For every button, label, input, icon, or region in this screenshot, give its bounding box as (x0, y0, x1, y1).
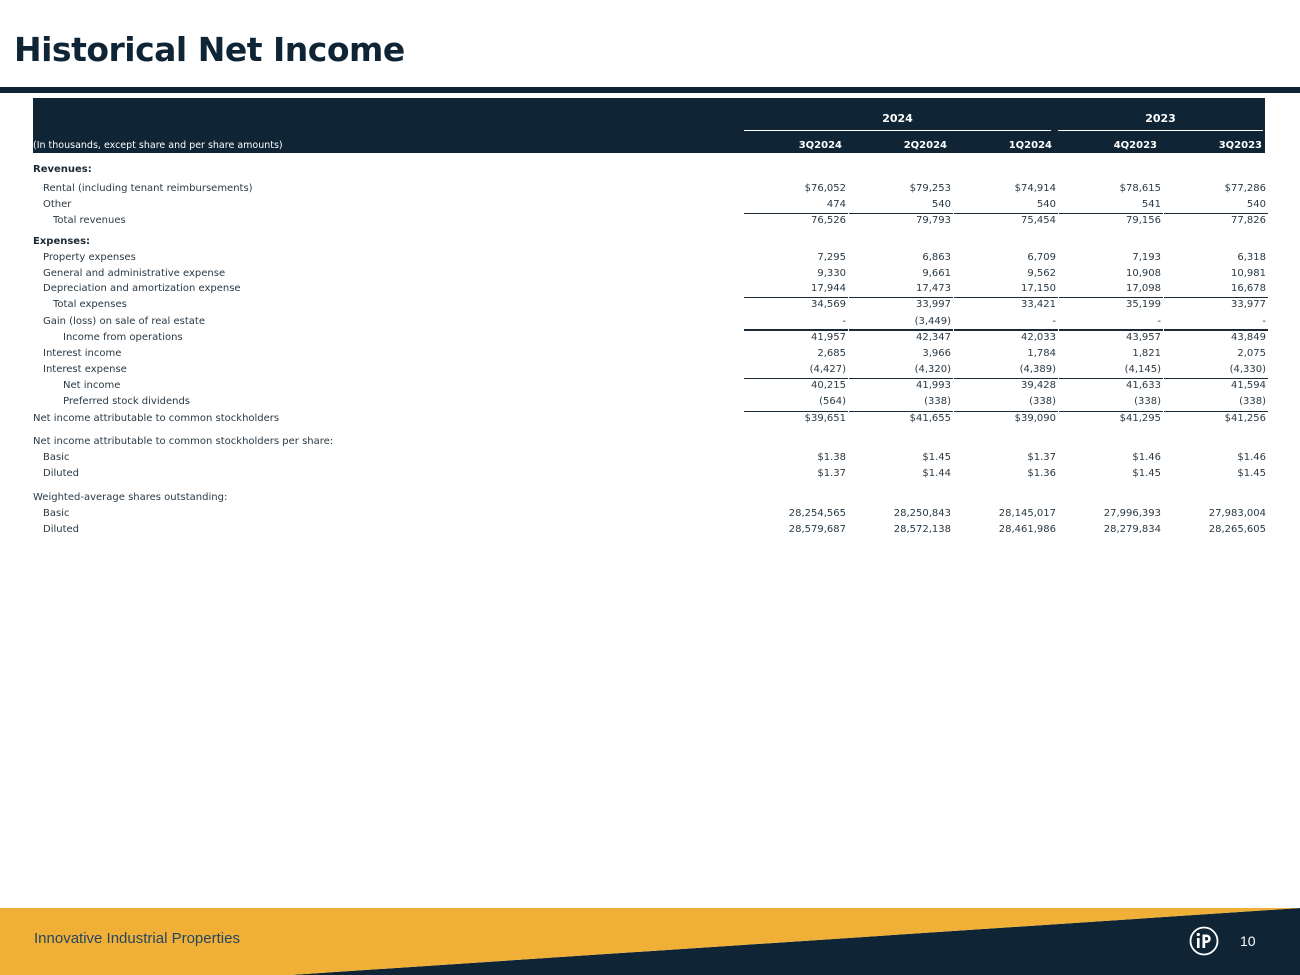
cell-2q2024: (4,320) (914, 364, 951, 375)
cell-4q2023: 17,098 (1126, 283, 1161, 294)
row-label: Depreciation and amortization expense (43, 283, 241, 294)
cell-3q2023: 16,678 (1231, 283, 1266, 294)
table-row (33, 234, 1265, 250)
cell-3q2024: 28,254,565 (788, 508, 846, 519)
cell-2q2024: 6,863 (922, 252, 951, 263)
cell-2q2024: 17,473 (916, 283, 951, 294)
cell-4q2023: 541 (1141, 199, 1161, 210)
row-label: Total revenues (53, 215, 126, 226)
subtotal-rule (744, 330, 848, 331)
cell-2q2024: $1.45 (922, 452, 951, 463)
row-label: Diluted (43, 524, 80, 535)
row-label: Preferred stock dividends (63, 396, 191, 407)
row-label: Basic (43, 452, 70, 463)
cell-3q2023: 77,826 (1231, 215, 1266, 226)
subtotal-rule (954, 411, 1058, 412)
units-note: (In thousands, except share and per share amounts) (33, 140, 283, 151)
subtotal-rule (1059, 378, 1163, 379)
table-row (33, 411, 1265, 427)
cell-4q2023: (4,145) (1124, 364, 1161, 375)
cell-3q2024: 76,526 (811, 215, 846, 226)
table-row (33, 330, 1265, 346)
cell-3q2023: $41,256 (1224, 413, 1266, 424)
cell-4q2023: $78,615 (1119, 183, 1161, 194)
cell-4q2023: $1.46 (1132, 452, 1161, 463)
cell-1q2024: (338) (1029, 396, 1056, 407)
subtotal-rule (744, 213, 848, 214)
cell-1q2024: $1.36 (1027, 468, 1056, 479)
subtotal-rule (744, 378, 848, 379)
table-row (33, 314, 1265, 330)
subtotal-rule (1164, 411, 1268, 412)
subtotal-rule (954, 297, 1058, 298)
cell-3q2023: 41,594 (1231, 380, 1266, 391)
subtotal-rule (1059, 297, 1163, 298)
cell-1q2024: 9,562 (1027, 268, 1056, 279)
cell-3q2024: $1.38 (817, 452, 846, 463)
cell-3q2023: 43,849 (1231, 332, 1266, 343)
cell-4q2023: (338) (1134, 396, 1161, 407)
cell-1q2024: 6,709 (1027, 252, 1056, 263)
quarter-header-4q2023: 4Q2023 (1113, 140, 1157, 151)
row-label: Diluted (43, 468, 80, 479)
table-row (33, 378, 1265, 394)
cell-4q2023: $41,295 (1119, 413, 1161, 424)
row-label: Property expenses (43, 252, 136, 263)
year-rule-2024 (744, 130, 1051, 131)
subtotal-rule (849, 330, 953, 331)
cell-2q2024: 79,793 (916, 215, 951, 226)
cell-1q2024: - (1052, 316, 1056, 327)
table-row (33, 281, 1265, 297)
cell-4q2023: 43,957 (1126, 332, 1161, 343)
cell-3q2023: (338) (1239, 396, 1266, 407)
table-row (33, 362, 1265, 378)
cell-4q2023: 35,199 (1126, 299, 1161, 310)
cell-3q2023: $77,286 (1224, 183, 1266, 194)
cell-4q2023: 27,996,393 (1103, 508, 1161, 519)
cell-1q2024: 75,454 (1021, 215, 1056, 226)
subtotal-rule (954, 330, 1058, 331)
table-row (33, 450, 1265, 466)
subtotal-rule (1059, 411, 1163, 412)
row-label: Revenues: (33, 164, 92, 175)
cell-1q2024: 1,784 (1027, 348, 1056, 359)
row-label: General and administrative expense (43, 268, 226, 279)
cell-3q2023: 2,075 (1237, 348, 1266, 359)
row-label: Rental (including tenant reimbursements) (43, 183, 253, 194)
cell-3q2023: 10,981 (1231, 268, 1266, 279)
table-row (33, 162, 1265, 178)
row-label: Net income attributable to common stockholders (33, 413, 280, 424)
cell-2q2024: (3,449) (914, 316, 951, 327)
cell-4q2023: 28,279,834 (1103, 524, 1161, 535)
cell-1q2024: (4,389) (1019, 364, 1056, 375)
cell-3q2024: 9,330 (817, 268, 846, 279)
table-row (33, 490, 1265, 506)
cell-3q2024: 34,569 (811, 299, 846, 310)
quarter-header-1q2024: 1Q2024 (1008, 140, 1052, 151)
quarter-header-3q2023: 3Q2023 (1218, 140, 1262, 151)
cell-3q2023: 33,977 (1231, 299, 1266, 310)
cell-1q2024: 39,428 (1021, 380, 1056, 391)
row-label: Weighted-average shares outstanding: (33, 492, 228, 503)
cell-1q2024: $39,090 (1014, 413, 1056, 424)
cell-2q2024: 28,250,843 (893, 508, 951, 519)
cell-2q2024: 9,661 (922, 268, 951, 279)
table-row (33, 346, 1265, 362)
year-label-2023: 2023 (1145, 112, 1176, 125)
cell-4q2023: - (1157, 316, 1161, 327)
table-row (33, 466, 1265, 482)
cell-3q2024: 2,685 (817, 348, 846, 359)
subtotal-rule (1164, 213, 1268, 214)
cell-4q2023: 7,193 (1132, 252, 1161, 263)
subtotal-rule (954, 378, 1058, 379)
cell-3q2024: (4,427) (809, 364, 846, 375)
cell-3q2023: 540 (1246, 199, 1266, 210)
footer-company-name: Innovative Industrial Properties (34, 930, 240, 947)
table-row (33, 522, 1265, 538)
cell-4q2023: 79,156 (1126, 215, 1161, 226)
cell-3q2023: 28,265,605 (1208, 524, 1266, 535)
cell-3q2023: 27,983,004 (1208, 508, 1266, 519)
subtotal-rule (744, 297, 848, 298)
cell-2q2024: 42,347 (916, 332, 951, 343)
row-label: Net income attributable to common stockholders per share: (33, 436, 334, 447)
row-label: Expenses: (33, 236, 91, 247)
subtotal-rule (744, 411, 848, 412)
table-row (33, 506, 1265, 522)
table-header (33, 98, 1265, 153)
row-label: Gain (loss) on sale of real estate (43, 316, 205, 327)
cell-3q2024: 7,295 (817, 252, 846, 263)
cell-1q2024: 33,421 (1021, 299, 1056, 310)
table-row (33, 213, 1265, 229)
cell-3q2024: (564) (819, 396, 846, 407)
row-label: Net income (63, 380, 121, 391)
cell-2q2024: $1.44 (922, 468, 951, 479)
cell-2q2024: 540 (931, 199, 951, 210)
cell-2q2024: 33,997 (916, 299, 951, 310)
cell-3q2024: 474 (826, 199, 846, 210)
iip-logo-icon (1189, 926, 1219, 956)
subtotal-rule (1059, 330, 1163, 331)
subtotal-rule (1059, 213, 1163, 214)
title-divider (0, 87, 1300, 93)
cell-4q2023: 10,908 (1126, 268, 1161, 279)
row-label: Other (43, 199, 72, 210)
cell-3q2023: $1.46 (1237, 452, 1266, 463)
cell-1q2024: $74,914 (1014, 183, 1056, 194)
cell-4q2023: 41,633 (1126, 380, 1161, 391)
table-row (33, 266, 1265, 282)
cell-2q2024: $41,655 (909, 413, 951, 424)
cell-3q2023: (4,330) (1229, 364, 1266, 375)
row-label: Interest income (43, 348, 122, 359)
cell-3q2024: $76,052 (804, 183, 846, 194)
cell-4q2023: 1,821 (1132, 348, 1161, 359)
cell-3q2024: 17,944 (811, 283, 846, 294)
page-number: 10 (1240, 933, 1256, 949)
cell-3q2024: - (842, 316, 846, 327)
cell-1q2024: $1.37 (1027, 452, 1056, 463)
quarter-header-3q2024: 3Q2024 (798, 140, 842, 151)
table-row (33, 250, 1265, 266)
subtotal-rule (849, 411, 953, 412)
cell-2q2024: (338) (924, 396, 951, 407)
cell-3q2023: - (1262, 316, 1266, 327)
cell-1q2024: 17,150 (1021, 283, 1056, 294)
subtotal-rule (849, 213, 953, 214)
cell-3q2024: $1.37 (817, 468, 846, 479)
cell-3q2024: 40,215 (811, 380, 846, 391)
quarter-header-2q2024: 2Q2024 (903, 140, 947, 151)
table-row (33, 434, 1265, 450)
cell-3q2024: $39,651 (804, 413, 846, 424)
subtotal-rule (1164, 330, 1268, 331)
cell-3q2023: $1.45 (1237, 468, 1266, 479)
cell-3q2024: 28,579,687 (788, 524, 846, 535)
subtotal-rule (849, 297, 953, 298)
row-label: Income from operations (63, 332, 183, 343)
subtotal-rule (954, 213, 1058, 214)
table-row (33, 197, 1265, 213)
row-label: Total expenses (53, 299, 127, 310)
cell-3q2023: 6,318 (1237, 252, 1266, 263)
year-rule-2023 (1058, 130, 1263, 131)
cell-3q2024: 41,957 (811, 332, 846, 343)
page-title: Historical Net Income (14, 30, 405, 69)
cell-2q2024: 3,966 (922, 348, 951, 359)
year-label-2024: 2024 (882, 112, 913, 125)
cell-2q2024: 41,993 (916, 380, 951, 391)
subtotal-rule (1164, 378, 1268, 379)
cell-2q2024: $79,253 (909, 183, 951, 194)
cell-1q2024: 28,461,986 (998, 524, 1056, 535)
cell-1q2024: 540 (1036, 199, 1056, 210)
cell-2q2024: 28,572,138 (893, 524, 951, 535)
table-row (33, 181, 1265, 197)
row-label: Basic (43, 508, 70, 519)
table-row (33, 297, 1265, 313)
subtotal-rule (1164, 297, 1268, 298)
cell-1q2024: 42,033 (1021, 332, 1056, 343)
subtotal-rule (849, 378, 953, 379)
row-label: Interest expense (43, 364, 127, 375)
table-row (33, 394, 1265, 410)
cell-1q2024: 28,145,017 (998, 508, 1056, 519)
cell-4q2023: $1.45 (1132, 468, 1161, 479)
